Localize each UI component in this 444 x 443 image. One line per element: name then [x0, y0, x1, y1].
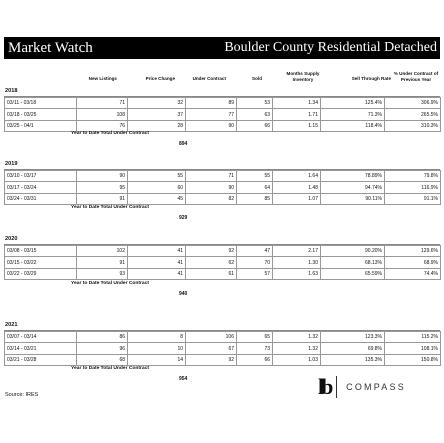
months-supply: 2.17 — [273, 246, 321, 257]
table-row — [5, 257, 441, 268]
date-range: 03/07 - 03/14 — [5, 332, 77, 343]
pct-prev-year: 108.1% — [385, 343, 441, 354]
title-banner — [4, 37, 440, 59]
price-change: 41 — [128, 268, 186, 279]
pct-prev-year: 91.1% — [385, 193, 441, 204]
price-change: 28 — [128, 120, 186, 131]
sold: 53 — [237, 98, 273, 109]
sell-through: 94.74% — [321, 182, 385, 193]
months-supply: 1.15 — [273, 120, 321, 131]
compass-logo — [318, 374, 406, 400]
table-row — [5, 182, 441, 193]
lb-monogram: lb — [318, 374, 331, 399]
col-price-change: Price Change — [145, 76, 175, 81]
table-row — [5, 332, 441, 343]
ytd-value: 954 — [179, 376, 188, 382]
new-listings: 93 — [77, 268, 128, 279]
date-range: 03/25 - 04/1 — [5, 120, 77, 131]
price-change: 37 — [128, 109, 186, 120]
price-change: 41 — [128, 257, 186, 268]
sell-through: 71.3% — [321, 109, 385, 120]
new-listings: 108 — [77, 109, 128, 120]
under-contract: 61 — [186, 268, 237, 279]
date-range: 03/17 - 03/24 — [5, 182, 77, 193]
table-row — [5, 171, 441, 182]
year-label: 2019 — [5, 161, 18, 167]
col-months-supply: Months Supply Inventory — [286, 71, 320, 82]
sell-through: 65.59% — [321, 268, 385, 279]
col-pct-under-contract: % Under Contract of Previous Year — [393, 71, 439, 82]
under-contract: 90 — [186, 120, 237, 131]
sold: 65 — [237, 332, 273, 343]
months-supply: 1.32 — [273, 332, 321, 343]
table-row — [5, 343, 441, 354]
table-row — [5, 120, 441, 131]
sell-through: 68.13% — [321, 257, 385, 268]
months-supply: 1.71 — [273, 109, 321, 120]
ytd-value: 929 — [179, 215, 188, 221]
col-new-listings: New Listings — [88, 76, 117, 81]
pct-prev-year: 306.9% — [385, 98, 441, 109]
new-listings: 90 — [77, 171, 128, 182]
months-supply: 1.07 — [273, 193, 321, 204]
ytd-value: 940 — [179, 291, 188, 297]
date-range: 03/15 - 03/22 — [5, 257, 77, 268]
data-table — [4, 170, 441, 205]
sold: 55 — [237, 171, 273, 182]
sold: 85 — [237, 193, 273, 204]
price-change: 60 — [128, 182, 186, 193]
months-supply: 1.48 — [273, 182, 321, 193]
new-listings: 76 — [77, 120, 128, 131]
under-contract: 106 — [186, 332, 237, 343]
table-row — [5, 354, 441, 365]
under-contract: 62 — [186, 257, 237, 268]
banner-right-title: Boulder County Residential Detached — [224, 40, 437, 55]
logo-divider — [336, 376, 337, 398]
data-table — [4, 245, 441, 280]
pct-prev-year: 116.9% — [385, 182, 441, 193]
price-change: 32 — [128, 98, 186, 109]
new-listings: 96 — [77, 343, 128, 354]
price-change: 45 — [128, 193, 186, 204]
date-range: 03/14 - 03/21 — [5, 343, 77, 354]
under-contract: 89 — [186, 98, 237, 109]
months-supply: 1.63 — [273, 268, 321, 279]
months-supply: 1.64 — [273, 171, 321, 182]
pct-prev-year: 74.4% — [385, 268, 441, 279]
under-contract: 90 — [186, 182, 237, 193]
pct-prev-year: 115.2% — [385, 332, 441, 343]
price-change: 41 — [128, 246, 186, 257]
ytd-label: Year to Date Total Under Contract — [71, 131, 149, 136]
sold: 47 — [237, 246, 273, 257]
pct-prev-year: 310.3% — [385, 120, 441, 131]
price-change: 8 — [128, 332, 186, 343]
date-range: 03/18 - 03/25 — [5, 109, 77, 120]
sell-through: 125.4% — [321, 98, 385, 109]
date-range: 03/22 - 03/29 — [5, 268, 77, 279]
banner-left-title: Market Watch — [8, 39, 93, 56]
date-range: 03/24 - 03/31 — [5, 193, 77, 204]
new-listings: 95 — [77, 182, 128, 193]
under-contract: 71 — [186, 171, 237, 182]
column-headers — [4, 71, 440, 87]
table-row — [5, 268, 441, 279]
sell-through: 123.3% — [321, 332, 385, 343]
sold: 57 — [237, 268, 273, 279]
data-table — [4, 97, 441, 132]
sell-through: 90.20% — [321, 246, 385, 257]
date-range: 03/21 - 03/28 — [5, 354, 77, 365]
date-range: 03/11 - 03/18 — [5, 98, 77, 109]
under-contract: 77 — [186, 109, 237, 120]
months-supply: 1.03 — [273, 354, 321, 365]
new-listings: 71 — [77, 98, 128, 109]
months-supply: 1.34 — [273, 98, 321, 109]
table-row — [5, 98, 441, 109]
price-change: 10 — [128, 343, 186, 354]
new-listings: 86 — [77, 332, 128, 343]
pct-prev-year: 68.9% — [385, 257, 441, 268]
sold: 66 — [237, 120, 273, 131]
new-listings: 91 — [77, 193, 128, 204]
pct-prev-year: 129.6% — [385, 246, 441, 257]
new-listings: 91 — [77, 257, 128, 268]
under-contract: 82 — [186, 193, 237, 204]
date-range: 03/10 - 03/17 — [5, 171, 77, 182]
ytd-label: Year to Date Total Under Contract — [71, 366, 149, 371]
sell-through: 69.8% — [321, 343, 385, 354]
new-listings: 68 — [77, 354, 128, 365]
sold: 64 — [237, 182, 273, 193]
sell-through: 78.89% — [321, 171, 385, 182]
year-label: 2018 — [5, 88, 18, 94]
brand-name: COMPASS — [346, 382, 406, 392]
table-row — [5, 109, 441, 120]
table-row — [5, 193, 441, 204]
data-table — [4, 331, 441, 366]
table-row — [5, 246, 441, 257]
sold: 73 — [237, 343, 273, 354]
sold: 66 — [237, 354, 273, 365]
under-contract: 67 — [186, 343, 237, 354]
pct-prev-year: 265.5% — [385, 109, 441, 120]
under-contract: 92 — [186, 354, 237, 365]
pct-prev-year: 150.8% — [385, 354, 441, 365]
under-contract: 92 — [186, 246, 237, 257]
sell-through: 90.11% — [321, 193, 385, 204]
ytd-label: Year to Date Total Under Contract — [71, 281, 149, 286]
col-sell-through: Sell Through Rate — [351, 76, 391, 81]
price-change: 55 — [128, 171, 186, 182]
col-under-contract: Under Contract — [192, 76, 226, 81]
months-supply: 1.30 — [273, 257, 321, 268]
ytd-label: Year to Date Total Under Contract — [71, 205, 149, 210]
year-label: 2021 — [5, 322, 18, 328]
ytd-value: 894 — [179, 141, 188, 147]
months-supply: 1.32 — [273, 343, 321, 354]
date-range: 03/08 - 03/15 — [5, 246, 77, 257]
sold: 63 — [237, 109, 273, 120]
col-sold: Sold — [252, 76, 262, 81]
source-note: Source: IRES — [5, 392, 39, 398]
year-label: 2020 — [5, 236, 18, 242]
price-change: 14 — [128, 354, 186, 365]
new-listings: 102 — [77, 246, 128, 257]
sell-through: 135.3% — [321, 354, 385, 365]
pct-prev-year: 79.8% — [385, 171, 441, 182]
sell-through: 118.4% — [321, 120, 385, 131]
sold: 70 — [237, 257, 273, 268]
